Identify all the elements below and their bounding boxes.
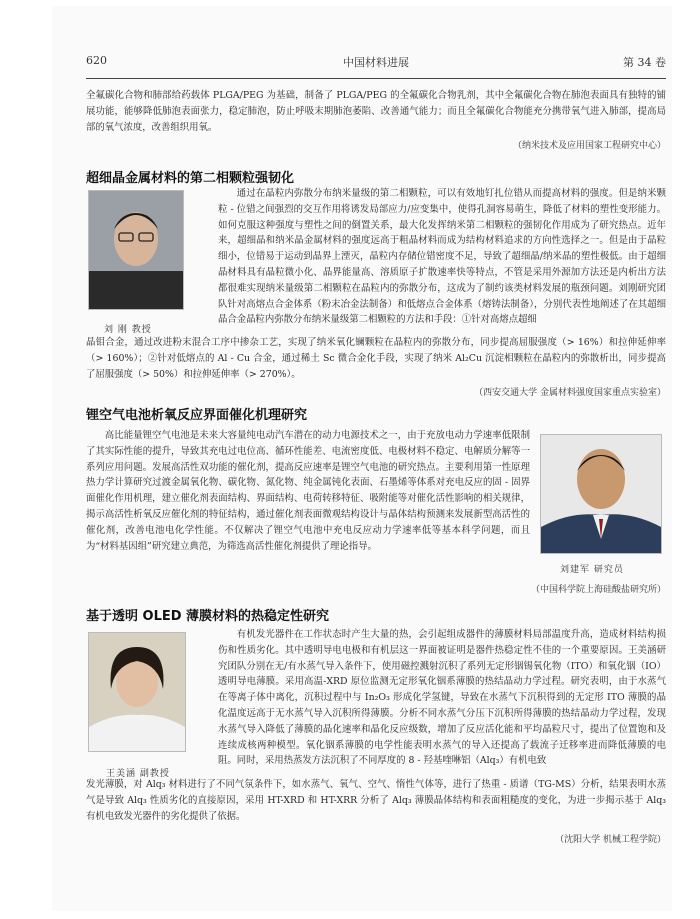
article-2-title: 锂空气电池析氧反应界面催化机理研究 [86, 408, 308, 423]
article-2-portrait [540, 434, 662, 554]
portrait-placeholder-icon [541, 435, 661, 553]
journal-title: 中国材料进展 [343, 56, 409, 69]
article-1-full-text [86, 335, 666, 382]
portrait-placeholder-icon [89, 191, 183, 309]
page-number: 620 [86, 54, 107, 67]
article-3-paragraph-full: 发光薄膜，对 Alq₃ 材料进行了不同气氛条件下，如水蒸气、氧气、空气、惰性气体等，进行了热重 - 质谱（TG-MS）分析，结果表明水蒸气是导致 Alq₃ 性质劣化的直接原因，采用 HT-XRD 和 HT-XRR 分析了 Alq₃ 薄膜晶体结构和表面粗糙度的变化，为进一步揭示基于 Alq₃ 有机电致发光器件的劣化提供了依据。 [86, 779, 666, 822]
article-2-wrapped-text [86, 428, 530, 554]
article-3-affiliation: （沈阳大学 机械工程学院） [555, 835, 666, 845]
portrait-placeholder-icon [89, 633, 185, 751]
article-3-full-text [86, 777, 666, 824]
article-3-wrapped-text [218, 627, 666, 769]
intro-section [86, 88, 666, 135]
article-3-portrait [88, 632, 186, 752]
article-3-caption: 王美涵 副教授 [106, 769, 170, 779]
article-2-caption: 刘建军 研究员 [560, 565, 624, 575]
running-header [86, 54, 666, 76]
article-1-affiliation: （西安交通大学 金属材料强度国家重点实验室） [474, 388, 666, 398]
article-2-paragraph-wrapped: 高比能量锂空气电池是未来大容量纯电动汽车潜在的动力电源技术之一，由于充放电动力学速率低限制了其实际性能的提升，导致其充电过电位高、循环性能差、电流密度低、电极材料不稳定、电解质分解等一系列应用问题。发展高活性双功能的催化剂，提高反应速率是锂空气电池的研究热点。主要利用第一性原理热力学计算研究过渡金属氧化物、碳化物、氮化物、纯金属钝化表面、石墨烯等体系对充电反应的固 - 固界面催化作用机理，建立催化剂表面结构、界面结构、电荷转移特征、吸附能等对催化活性影响的相关规律，揭示高活性析氧反应催化剂的特征结构，通过催化剂表面微观结构设计与晶体结构预测来发展新型高活性的催化剂，改善电池电化学性能。不仅解决了锂空气电池中充电反应动力学速率低等基本科学问题，而且为“材料基因组”研究建立典范，为筛选高活性催化剂提供了理论指导。 [86, 430, 530, 552]
header-rule [86, 78, 666, 79]
article-3-title: 基于透明 OLED 薄膜材料的热稳定性研究 [86, 609, 330, 624]
article-1-title: 超细晶金属材料的第二相颗粒强韧化 [86, 171, 295, 186]
article-3-paragraph-wrapped: 有机发光器件在工作状态时产生大量的热，会引起组成器件的薄膜材料局部温度升高，造成材料结构损伤和性质劣化。其中透明导电电极和有机层这一界面被证明是器件热稳定性不佳的一个重要原因。王美涵研究团队分别在无/有水蒸气导入条件下，使用磁控溅射沉积了系列无定形铟锡氧化物（ITO）和氧化铟（IO）透明导电薄膜。采用高温-XRD 原位监测无定形氧化铟系薄膜的热结晶动力学过程。研究表明，由于水蒸气在等离子体中离化，沉积过程中与 In₂O₃ 形成化学氢键，导致在水蒸气下沉积得到的无定形 ITO 薄膜的晶化温度远高于无水蒸气导入沉积所得薄膜。分析不同水蒸气分压下沉积所得薄膜的热结晶动力学过程，发现水蒸气导入降低了薄膜的晶化速率和晶化反应级数，增加了反应活化能和平均晶粒尺寸，提出了位置饱和及连续成核两种模型。氧化铟系薄膜的电学性能表明水蒸气的导入还提高了载流子迁移率进而降低薄膜的电阻。同时，采用热蒸发方法沉积了不同厚度的 8 - 羟基喹啉铝（Alq₃）有机电致 [218, 629, 666, 767]
article-1-wrapped-text [218, 186, 666, 328]
intro-paragraph: 全氟碳化合物和肺部给药载体 PLGA/PEG 为基础，制备了 PLGA/PEG 的全氟碳化合物乳剂，其中全氟碳化合物在肺泡表面具有独特的铺展功能，能够降低肺泡表面张力，稳定肺泡，防止呼吸末期肺泡萎陷、改善通气能力；而且全氟碳化合物能充分携带氧气进入肺部，提高局部的氧气浓度，改善组织用氧。 [86, 90, 666, 133]
article-1-paragraph-wrapped: 通过在晶粒内弥散分布纳米量级的第二相颗粒，可以有效地钉扎位错从而提高材料的强度。但是纳米颗粒 - 位错之间强烈的交互作用将诱发局部应力/应变集中，使得孔洞容易萌生，降低了材料的塑性变形能力。如何克服这种强度与塑性之间的倒置关系，最大化发挥纳米第二相颗粒的强韧化作用成为了研究热点。近年来，超细晶和纳米晶金属材料的强度远高于粗晶材料而成为结构材料追求的方向性选择之一。但是由于晶粒细小，位错易于运动到晶界上湮灭，晶粒内存储位错密度不足，导致了超细晶/纳米晶的塑性极低。由于超细晶材料具有晶粒微小化、晶界能量高、溶质原子扩散速率快等特点，不管是采用外源加方法还是内析出方法都很难实现纳米量级第二相颗粒在晶粒内的弥散分布，这成为了制约该类材料发展的瓶颈问题。刘刚研究团队针对高熔点合金体系（粉末冶金法制备）和低熔点合金体系（熔铸法制备），分别代表性地阐述了在其超细晶合金晶粒内弥散分布纳米量级第二相颗粒的方法和手段：①针对高熔点超细 [218, 188, 666, 326]
article-1-paragraph-full: 晶钼合金，通过改进粉末混合工序中掺杂工艺，实现了纳米氧化镧颗粒在晶粒内的弥散分布，同步提高屈服强度（> 16%）和拉伸延伸率（> 160%）；②针对低熔点的 Al - Cu 合金，通过稀土 Sc 微合金化手段，实现了纳米 Al₂Cu 沉淀相颗粒在晶粒内的弥散析出，同步提高了屈服强度（> 50%）和拉伸延伸率（> 270%）。 [86, 337, 666, 380]
volume-label: 第 34 卷 [623, 56, 666, 69]
article-1-caption: 刘 刚 教授 [104, 325, 152, 335]
intro-affiliation: （纳米技术及应用国家工程研究中心） [512, 141, 666, 151]
article-1-portrait [88, 190, 184, 310]
article-2-affiliation: （中国科学院上海硅酸盐研究所） [530, 585, 666, 595]
